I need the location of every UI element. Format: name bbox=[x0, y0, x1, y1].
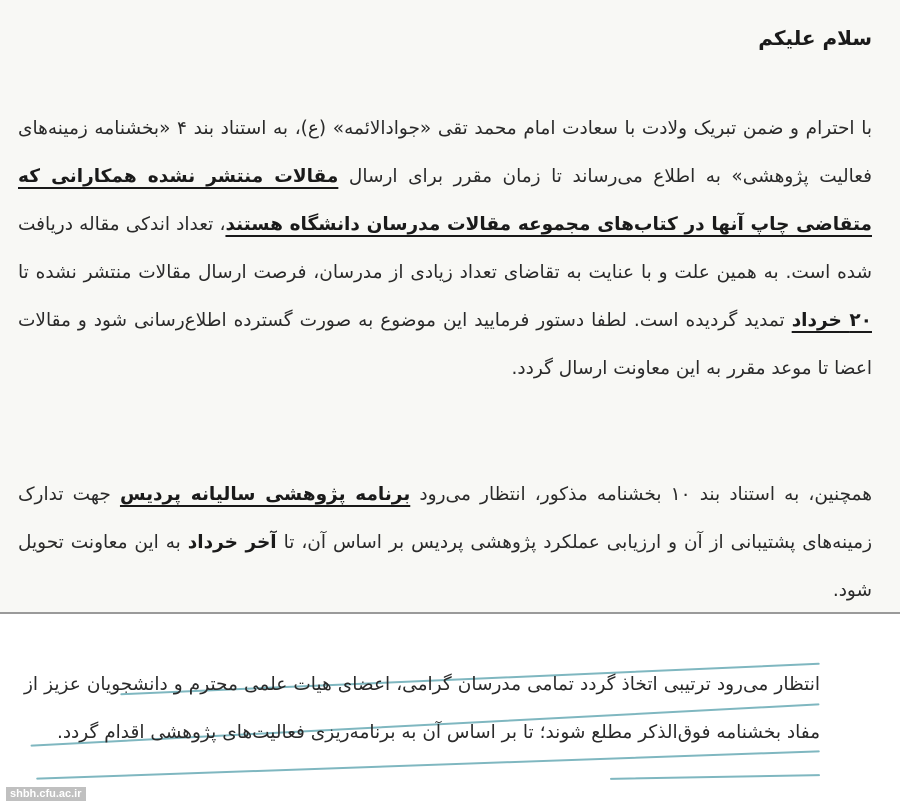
p1-text-c: ، تعداد اندکی مقاله دریافت شده است. به همین علت و با عنایت به تقاضای تعداد زیادی از مدرسان، فرصت ارسال مقالات منتشر نشده تا bbox=[18, 213, 872, 283]
greeting: سلام علیکم bbox=[758, 26, 872, 50]
p2-text-c: جهت تدارک زمینه‌های پشتیبانی از آن و ارزیابی عملکرد پژوهشی پردیس بر اساس آن، تا bbox=[18, 483, 872, 553]
p1-emphasis-deadline: ۲۰ خرداد bbox=[791, 309, 872, 331]
paragraph-2 bbox=[18, 471, 872, 615]
p2-emphasis-deadline: آخر خرداد bbox=[187, 531, 277, 553]
p1-emphasis-articles: مقالات منتشر نشده همکارانی که متقاضی چاپ آنها در کتاب‌های مجموعه مقالات مدرسان دانشگاه هستند bbox=[18, 165, 872, 235]
handwritten-underline bbox=[610, 774, 820, 780]
paragraph-1 bbox=[18, 105, 872, 393]
p1-text-a: با احترام و ضمن تبریک ولادت با سعادت امام محمد تقی «جوادالائمه» (ع)، به استناد بند ۴ «بخشنامه زمینه‌های فعالیت پژوهشی» به اطلاع می‌رساند تا زمان مقرر برای ارسال bbox=[18, 117, 873, 187]
p2-text-a: همچنین، به استناد بند ۱۰ بخشنامه مذکور، انتظار می‌رود bbox=[410, 483, 872, 505]
p2-text-e: به این معاونت تحویل شود. bbox=[18, 531, 872, 601]
p2-emphasis-program: برنامه پژوهشی سالیانه پردیس bbox=[119, 483, 411, 505]
site-watermark: shbh.cfu.ac.ir bbox=[6, 787, 86, 801]
note-text: انتظار می‌رود ترتیبی اتخاذ گردد تمامی مدرسان گرامی، اعضای هیات علمی محترم و دانشجویان عزیز از مفاد بخشنامه فوق‌الذکر مطلع شوند؛ تا بر اساس آن به برنامه‌ریزی فعالیت‌های پژوهشی اقدام گردد. bbox=[24, 673, 820, 743]
p1-text-e: تمدید گردیده است. لطفا دستور فرمایید این موضوع به صورت گسترده اطلاع‌رسانی شود و مقالات اعضا تا موعد مقرر به این معاونت ارسال گردد. bbox=[18, 309, 872, 379]
note-section bbox=[0, 614, 900, 807]
